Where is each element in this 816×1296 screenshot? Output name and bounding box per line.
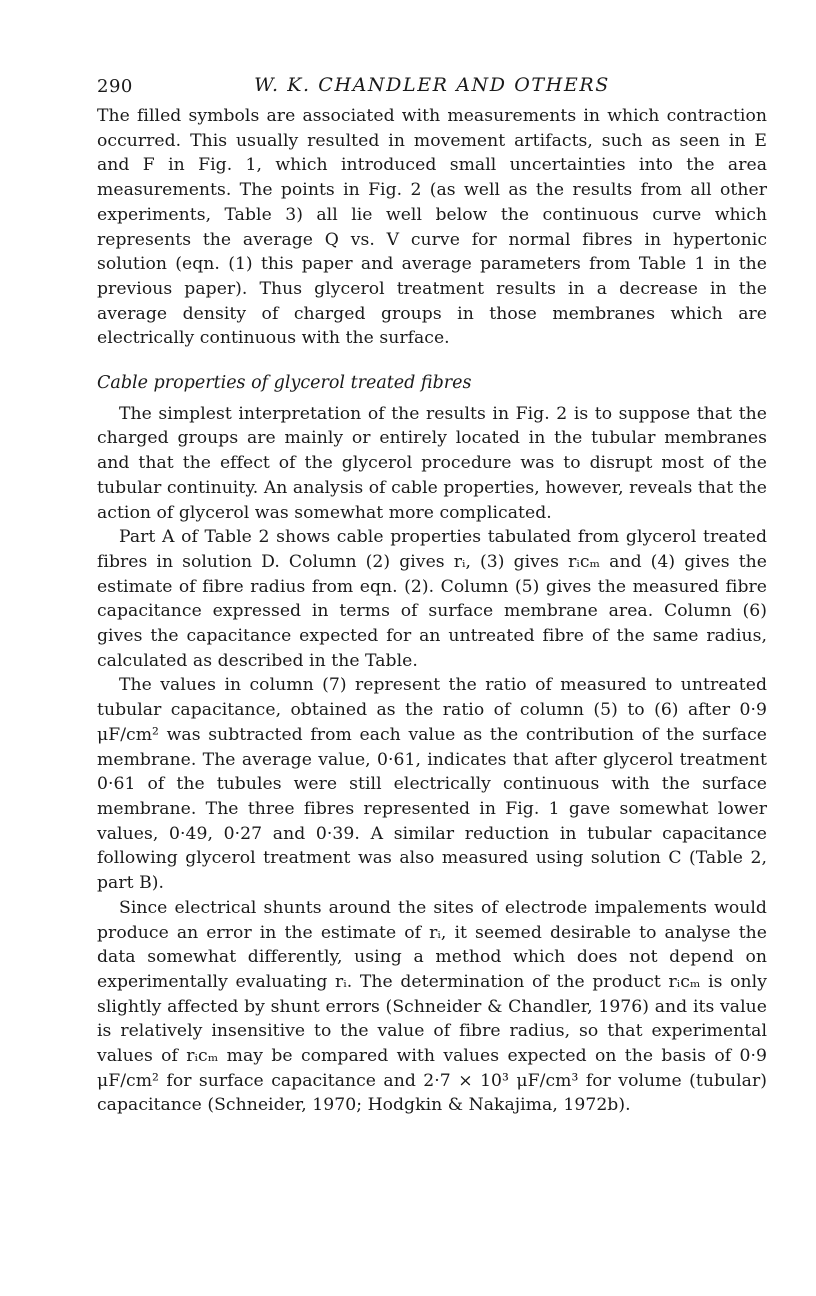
running-head bbox=[97, 74, 767, 104]
paragraph-filled-symbols: The filled symbols are associated with measurements in which contraction occurred. This usually resulted in movement artifacts, such as seen in E and F in Fig. 1, which introduced small uncertainties into the area measurements. The points in Fig. 2 (as well as the results from all other experiments, Table 3) all lie well below the continuous curve which represents the average Q vs. V curve for normal fibres in hypertonic solution (eqn. (1) this paper and average parameters from Table 1 in the previous paper). Thus glycerol treatment results in a decrease in the average density of charged groups in those membranes which are electrically continuous with the surface. bbox=[97, 106, 767, 349]
page-number: 290 bbox=[97, 76, 133, 97]
paragraph-simplest-interpretation: The simplest interpretation of the results in Fig. 2 is to suppose that the charged groups are mainly or entirely located in the tubular membranes and that the effect of the glycerol procedure was to disrupt most of the tubular continuity. An analysis of cable properties, however, reveals that the action of glycerol was somewhat more complicated. bbox=[97, 403, 767, 523]
journal-page bbox=[97, 74, 767, 1118]
paragraph-table-2-part-a: Part A of Table 2 shows cable properties tabulated from glycerol treated fibres in solution D. Column (2) gives rᵢ, (3) gives rᵢcₘ and (4) gives the estimate of fibre radius from eqn. (2). Column (5) gives the measured fibre capacitance expressed in terms of surface membrane area. Column (6) gives the capacitance expected for an untreated fibre of the same radius, calculated as described in the Table. bbox=[97, 527, 767, 671]
running-title: W. K. CHANDLER AND OTHERS bbox=[254, 74, 610, 96]
section-heading: Cable properties of glycerol treated fibres bbox=[97, 373, 472, 394]
paragraph-electrical-shunts: Since electrical shunts around the sites of electrode impalements would produce an error in the estimate of rᵢ, it seemed desirable to analyse the data somewhat differently, using a method which does not depend on experimentally evaluating rᵢ. The determination of the product rᵢcₘ is only slightly affected by shunt errors (Schneider & Chandler, 1976) and its value is relatively insensitive to the value of fibre radius, so that experimental values of rᵢcₘ may be compared with values expected on the basis of 0·9 μF/cm² for surface capacitance and 2·7 × 10³ μF/cm³ for volume (tubular) capacitance (Schneider, 1970; Hodgkin & Nakajima, 1972b). bbox=[97, 897, 767, 1116]
paragraph-column-7-values: The values in column (7) represent the ratio of measured to untreated tubular capacitance, obtained as the ratio of column (5) to (6) after 0·9 μF/cm² was subtracted from each value as the contribution of the surface membrane. The average value, 0·61, indicates that after glycerol treatment 0·61 of the tubules were still electrically continuous with the surface membrane. The three fibres represented in Fig. 1 gave somewhat lower values, 0·49, 0·27 and 0·39. A similar reduction in tubular capacitance following glycerol treatment was also measured using solution C (Table 2, part B). bbox=[97, 675, 767, 894]
